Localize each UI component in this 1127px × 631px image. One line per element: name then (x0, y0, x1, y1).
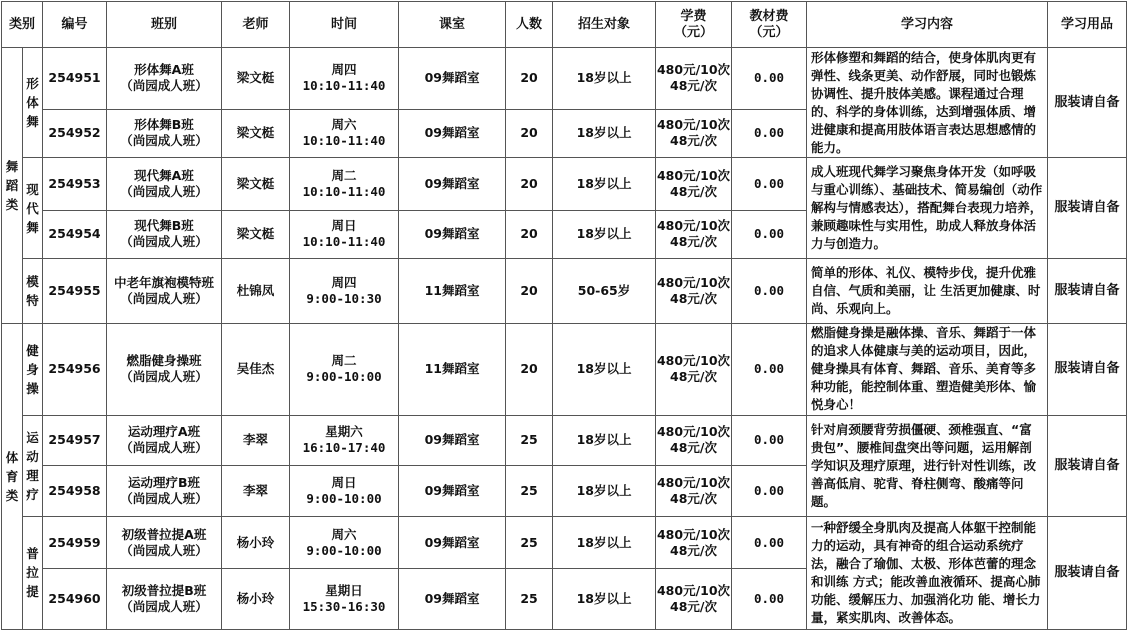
header-material (732, 2, 807, 48)
room-cell: 09舞蹈室 (424, 483, 480, 498)
material-fee-cell: 0.00 (753, 175, 785, 191)
room-column-cell (399, 466, 506, 517)
class-subtitle: （尚园成人班） (120, 491, 208, 506)
time-range: 10:10-11:40 (302, 234, 386, 250)
class-subtitle: （尚园成人班） (120, 542, 208, 558)
header-time: 时间 (290, 2, 399, 48)
room-column-cell (399, 210, 506, 259)
teacher-cell: 杜锦凤 (236, 282, 275, 298)
room-cell: 11舞蹈室 (424, 361, 480, 377)
fee-column-cell (656, 569, 732, 630)
class-name: 初级普拉提A班 (121, 526, 207, 542)
count-cell: 25 (520, 483, 538, 498)
time-day: 星期日 (325, 583, 363, 599)
time-day: 周四 (331, 274, 357, 290)
class-name: 运动理疗B班 (128, 475, 201, 490)
count-column-cell (506, 516, 553, 569)
material-fee-cell: 0.00 (753, 432, 785, 448)
code-column-cell (43, 466, 107, 517)
class-name: 中老年旗袍模特班 (114, 274, 215, 290)
teacher-cell: 李翠 (243, 483, 269, 498)
time-column-cell (290, 415, 399, 466)
time-column-cell (290, 569, 399, 630)
subcategory-pilates (23, 516, 43, 629)
teacher-cell: 梁文梃 (236, 226, 275, 242)
code-cell: 254954 (48, 226, 101, 242)
fee-per-session: 48元/次 (670, 133, 717, 149)
teacher-cell: 梁文梃 (236, 70, 275, 86)
time-column-cell (290, 158, 399, 211)
table-row (2, 415, 1127, 466)
fee-per-session: 48元/次 (670, 369, 717, 385)
subcategory-fitness (23, 323, 43, 415)
class-name: 初级普拉提B班 (121, 583, 207, 599)
code-column-cell (43, 323, 107, 415)
teacher-column-cell (222, 569, 290, 630)
fee-per-session: 48元/次 (670, 491, 717, 506)
subcategory-modern-dance-label: 现代舞 (26, 181, 39, 235)
header-tuition (656, 2, 732, 48)
code-column-cell (43, 158, 107, 211)
class-column-cell (107, 569, 222, 630)
header-row (2, 2, 1127, 48)
fee-column-cell (656, 466, 732, 517)
material-column-cell (732, 259, 807, 324)
class-column-cell (107, 109, 222, 157)
room-cell: 09舞蹈室 (424, 591, 480, 607)
count-column-cell (506, 109, 553, 157)
fee-per-term: 480元/10次 (656, 167, 731, 183)
material-column-cell (732, 569, 807, 630)
header-material-line1: 教材费 (749, 8, 789, 24)
fee-column-cell (656, 109, 732, 157)
target-column-cell (553, 569, 656, 630)
teacher-cell: 梁文梃 (236, 125, 275, 141)
target-column-cell (553, 516, 656, 569)
time-day: 周日 (331, 218, 357, 234)
header-count: 人数 (506, 2, 553, 48)
fee-per-session: 48元/次 (670, 542, 717, 558)
code-cell: 254955 (48, 282, 101, 298)
class-name: 现代舞A班 (134, 167, 194, 183)
time-day: 周二 (331, 167, 357, 183)
code-cell: 254960 (48, 591, 101, 607)
fee-per-term: 480元/10次 (656, 424, 731, 440)
code-cell: 254958 (48, 483, 101, 498)
category-sport (2, 323, 23, 629)
fee-per-session: 48元/次 (670, 234, 717, 250)
subcategory-pilates-label: 普拉提 (26, 546, 39, 600)
room-column-cell (399, 48, 506, 110)
supplies-shape-dance: 服装请自备 (1048, 48, 1127, 158)
target-cell: 50-65岁 (577, 282, 631, 298)
content-model: 简单的形体、礼仪、模特步伐，提升优雅自信、气质和美丽，让 生活更加健康、时尚、乐观向上。 (807, 259, 1048, 324)
table-row (2, 516, 1127, 569)
material-fee-cell: 0.00 (753, 534, 785, 550)
class-name: 燃脂健身操班 (126, 353, 202, 369)
room-cell: 09舞蹈室 (424, 125, 480, 141)
time-column-cell (290, 259, 399, 324)
fee-per-session: 48元/次 (670, 599, 717, 615)
count-cell: 25 (520, 591, 538, 607)
class-name: 运动理疗A班 (127, 424, 201, 440)
header-target: 招生对象 (553, 2, 656, 48)
header-tuition-line1: 学费 (680, 8, 707, 24)
target-cell: 18岁以上 (576, 361, 632, 377)
count-cell: 20 (520, 226, 538, 242)
fee-per-term: 480元/10次 (656, 526, 731, 542)
count-column-cell (506, 210, 553, 259)
count-column-cell (506, 158, 553, 211)
count-column-cell (506, 466, 553, 517)
teacher-column-cell (222, 210, 290, 259)
supplies-pilates: 服装请自备 (1048, 516, 1127, 629)
content-rehab: 针对肩颈腰背劳损僵硬、颈椎强直、“富贵包”、腰椎间盘突出等问题，运用解剖学知识及理疗原理，进行针对性训练，改善高低肩、驼背、脊柱侧弯、酸痛等问题。 (807, 415, 1048, 516)
time-column-cell (290, 516, 399, 569)
teacher-cell: 杨小玲 (236, 534, 275, 550)
count-column-cell (506, 259, 553, 324)
subcategory-shape-dance (23, 48, 43, 158)
target-column-cell (553, 210, 656, 259)
time-column-cell (290, 466, 399, 517)
header-class: 班别 (107, 2, 222, 48)
teacher-column-cell (222, 466, 290, 517)
count-column-cell (506, 48, 553, 110)
header-tuition-line2: （元） (674, 24, 714, 40)
code-cell: 254957 (48, 432, 101, 448)
time-range: 9:00-10:30 (306, 290, 382, 306)
category-dance-label: 舞蹈类 (5, 158, 19, 212)
fee-column-cell (656, 323, 732, 415)
code-cell: 254951 (48, 70, 101, 86)
supplies-fitness: 服装请自备 (1048, 323, 1127, 415)
target-cell: 18岁以上 (576, 70, 632, 86)
room-cell: 09舞蹈室 (424, 70, 480, 86)
header-teacher: 老师 (222, 2, 290, 48)
count-cell: 20 (520, 70, 538, 86)
fee-per-session: 48元/次 (670, 440, 717, 456)
count-cell: 20 (520, 282, 538, 298)
content-modern-dance: 成人班现代舞学习聚焦身体开发（如呼吸与重心训练）、基础技术、简易编创（动作解构与情感表达），搭配舞台表现力培养，兼顾趣味性与实用性，助成人释放身体活力与创造力。 (807, 158, 1048, 259)
material-fee-cell: 0.00 (753, 70, 785, 86)
teacher-column-cell (222, 259, 290, 324)
fee-column-cell (656, 210, 732, 259)
code-column-cell (43, 210, 107, 259)
target-column-cell (553, 323, 656, 415)
material-column-cell (732, 158, 807, 211)
subcategory-model (23, 259, 43, 324)
code-cell: 254959 (48, 534, 101, 550)
category-dance (2, 48, 23, 324)
room-column-cell (399, 415, 506, 466)
time-column-cell (290, 210, 399, 259)
fee-column-cell (656, 259, 732, 324)
time-range: 10:10-11:40 (302, 133, 386, 149)
time-day: 周四 (331, 62, 357, 78)
subcategory-fitness-label: 健身操 (26, 342, 39, 396)
target-column-cell (553, 259, 656, 324)
class-column-cell (107, 259, 222, 324)
class-column-cell (107, 516, 222, 569)
subcategory-rehab-label: 运动理疗 (26, 429, 39, 502)
target-cell: 18岁以上 (576, 534, 632, 550)
time-range: 10:10-11:40 (302, 183, 386, 199)
target-column-cell (553, 158, 656, 211)
time-range: 16:10-17:40 (302, 440, 386, 456)
fee-per-term: 480元/10次 (656, 274, 731, 290)
fee-per-term: 480元/10次 (656, 218, 731, 234)
count-cell: 20 (520, 361, 538, 377)
content-pilates: 一种舒缓全身肌肉及提高人体躯干控制能力的运动，具有神奇的组合运动系统疗法，融合了瑜伽、太极、形体芭蕾的理念和训练 方式；能改善血液循环、提高心肺功能、缓解压力、加强消化功 能、增长力量，紧实肌肉、改善体态。 (807, 516, 1048, 629)
class-subtitle: （尚园成人班） (120, 290, 208, 306)
teacher-cell: 杨小玲 (236, 591, 275, 607)
room-cell: 09舞蹈室 (424, 432, 480, 448)
class-column-cell (107, 210, 222, 259)
teacher-column-cell (222, 48, 290, 110)
fee-per-term: 480元/10次 (656, 117, 731, 133)
class-subtitle: （尚园成人班） (120, 183, 208, 199)
code-column-cell (43, 516, 107, 569)
target-column-cell (553, 415, 656, 466)
room-cell: 09舞蹈室 (424, 534, 480, 550)
room-cell: 09舞蹈室 (424, 226, 480, 242)
time-range: 10:10-11:40 (302, 78, 386, 94)
count-cell: 25 (520, 534, 538, 550)
room-column-cell (399, 569, 506, 630)
fee-per-term: 480元/10次 (656, 62, 731, 78)
target-cell: 18岁以上 (576, 432, 632, 448)
fee-column-cell (656, 516, 732, 569)
header-code: 编号 (43, 2, 107, 48)
time-day: 周二 (331, 353, 357, 369)
material-column-cell (732, 48, 807, 110)
count-column-cell (506, 415, 553, 466)
material-fee-cell: 0.00 (753, 282, 785, 298)
supplies-modern-dance: 服装请自备 (1048, 158, 1127, 259)
count-cell: 25 (520, 432, 538, 448)
subcategory-rehab (23, 415, 43, 516)
time-column-cell (290, 48, 399, 110)
material-fee-cell: 0.00 (753, 125, 785, 141)
code-column-cell (43, 569, 107, 630)
count-cell: 20 (520, 175, 538, 191)
target-cell: 18岁以上 (576, 125, 632, 141)
class-subtitle: （尚园成人班） (120, 369, 208, 385)
material-column-cell (732, 210, 807, 259)
material-fee-cell: 0.00 (753, 226, 785, 242)
table-row (2, 48, 1127, 110)
code-column-cell (43, 109, 107, 157)
code-column-cell (43, 48, 107, 110)
fee-column-cell (656, 415, 732, 466)
header-material-line2: （元） (749, 24, 789, 40)
class-name: 形体舞A班 (134, 62, 194, 78)
fee-per-session: 48元/次 (670, 290, 717, 306)
content-shape-dance: 形体修塑和舞蹈的结合，使身体肌肉更有弹性、线条更美、动作舒展，同时也锻炼协调性、提升肢体美感。课程通过合理的、科学的身体训练，达到增强体质、增进健康和提高用肢体语言表达思想感情的能力。 (807, 48, 1048, 158)
room-cell: 11舞蹈室 (424, 282, 480, 298)
subcategory-model-label: 模特 (26, 273, 39, 308)
header-content: 学习内容 (807, 2, 1048, 48)
teacher-column-cell (222, 516, 290, 569)
content-fitness: 燃脂健身操是融体操、音乐、舞蹈于一体的追求人体健康与美的运动项目，因此，健身操具有体育、舞蹈、音乐、美育等多种功能，能控制体重、塑造健美形体、愉悦身心！ (807, 323, 1048, 415)
code-cell: 254952 (48, 125, 101, 141)
class-column-cell (107, 415, 222, 466)
supplies-model: 服装请自备 (1048, 259, 1127, 324)
fee-column-cell (656, 158, 732, 211)
target-cell: 18岁以上 (576, 483, 632, 498)
count-column-cell (506, 323, 553, 415)
fee-per-term: 480元/10次 (656, 353, 731, 369)
class-name: 形体舞B班 (134, 117, 194, 133)
fee-per-session: 48元/次 (670, 78, 717, 94)
material-column-cell (732, 415, 807, 466)
class-subtitle: （尚园成人班） (120, 440, 208, 456)
class-column-cell (107, 158, 222, 211)
room-column-cell (399, 109, 506, 157)
table-row (2, 158, 1127, 211)
time-day: 周六 (331, 117, 357, 133)
time-range: 15:30-16:30 (302, 599, 386, 615)
fee-per-term: 480元/10次 (656, 475, 731, 490)
target-column-cell (553, 109, 656, 157)
material-column-cell (732, 323, 807, 415)
code-column-cell (43, 415, 107, 466)
header-supplies: 学习用品 (1048, 2, 1127, 48)
material-fee-cell: 0.00 (753, 591, 785, 607)
fee-per-term: 480元/10次 (656, 583, 731, 599)
table-row (2, 259, 1127, 324)
class-subtitle: （尚园成人班） (120, 234, 208, 250)
code-column-cell (43, 259, 107, 324)
time-column-cell (290, 109, 399, 157)
table-row (2, 323, 1127, 415)
class-subtitle: （尚园成人班） (120, 133, 208, 149)
class-column-cell (107, 48, 222, 110)
header-category: 类别 (2, 2, 43, 48)
time-day: 星期六 (325, 424, 363, 440)
count-column-cell (506, 569, 553, 630)
teacher-column-cell (222, 415, 290, 466)
target-column-cell (553, 466, 656, 517)
time-column-cell (290, 323, 399, 415)
target-cell: 18岁以上 (576, 175, 632, 191)
material-column-cell (732, 516, 807, 569)
header-room: 课室 (399, 2, 506, 48)
class-subtitle: （尚园成人班） (120, 78, 208, 94)
time-range: 9:00-10:00 (306, 542, 382, 558)
material-column-cell (732, 466, 807, 517)
subcategory-modern-dance (23, 158, 43, 259)
room-column-cell (399, 158, 506, 211)
fee-column-cell (656, 48, 732, 110)
class-column-cell (107, 323, 222, 415)
class-subtitle: （尚园成人班） (120, 599, 208, 615)
code-cell: 254956 (48, 361, 101, 377)
course-schedule-table (1, 1, 1127, 630)
material-fee-cell: 0.00 (753, 361, 785, 377)
code-cell: 254953 (48, 175, 101, 191)
material-column-cell (732, 109, 807, 157)
class-column-cell (107, 466, 222, 517)
teacher-cell: 吴佳杰 (236, 361, 275, 377)
teacher-column-cell (222, 158, 290, 211)
count-cell: 20 (520, 125, 538, 141)
room-column-cell (399, 323, 506, 415)
room-column-cell (399, 516, 506, 569)
target-column-cell (553, 48, 656, 110)
fee-per-session: 48元/次 (670, 183, 717, 199)
category-sport-label: 体育类 (5, 449, 19, 503)
time-day: 周六 (331, 526, 357, 542)
subcategory-shape-dance-label: 形体舞 (26, 76, 39, 130)
room-column-cell (399, 259, 506, 324)
teacher-cell: 李翠 (243, 432, 269, 448)
room-cell: 09舞蹈室 (424, 175, 480, 191)
teacher-cell: 梁文梃 (236, 175, 275, 191)
class-name: 现代舞B班 (134, 218, 194, 234)
supplies-rehab: 服装请自备 (1048, 415, 1127, 516)
time-range: 9:00-10:00 (306, 369, 382, 385)
target-cell: 18岁以上 (576, 591, 632, 607)
teacher-column-cell (222, 323, 290, 415)
material-fee-cell: 0.00 (753, 483, 785, 498)
target-cell: 18岁以上 (576, 226, 632, 242)
teacher-column-cell (222, 109, 290, 157)
time-day: 周日 (331, 475, 357, 490)
time-range: 9:00-10:00 (306, 491, 382, 506)
